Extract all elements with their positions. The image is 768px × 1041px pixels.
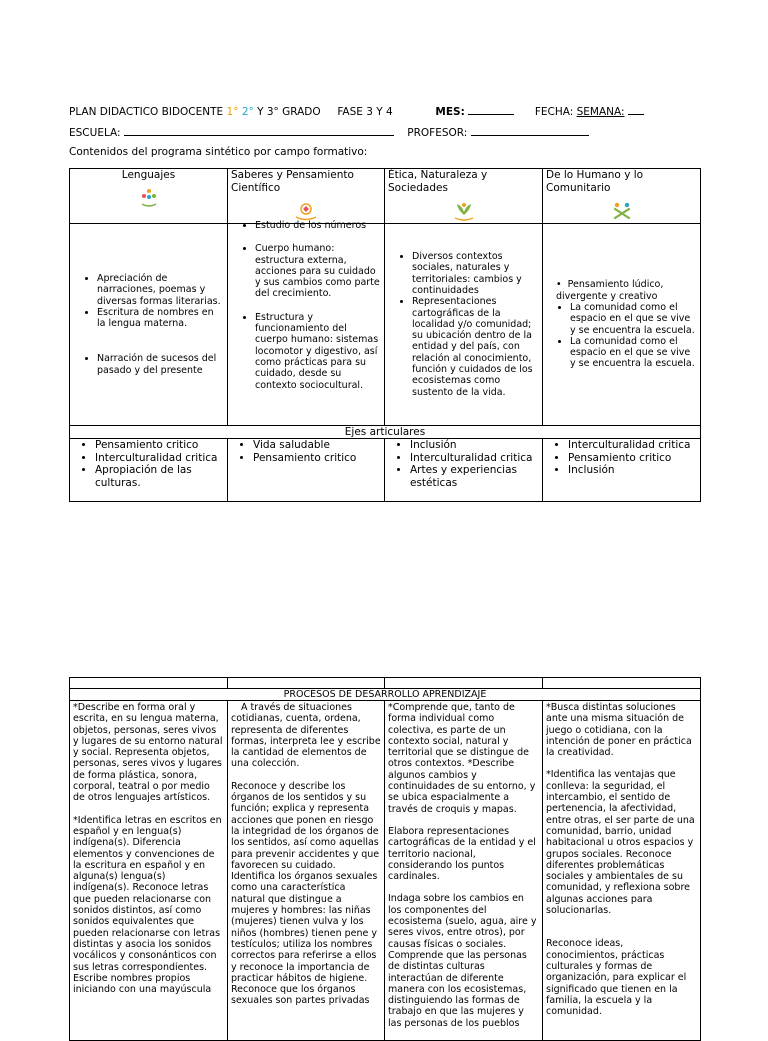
procesos-col-3: [385, 701, 543, 1041]
ejes-title-row: [70, 426, 701, 439]
list-item: • Escritura de nombres en la lengua materna.: [97, 307, 224, 330]
humano-icon: [610, 200, 634, 222]
paragraph: *Identifica las ventajas que conlleva: la seguridad, el intercambio, el sentido de pertenencia, la afectividad, entre otras, el ser parte de una comunidad, barrio, unidad habitacional u otros espacios y grupos sociales. Reconoce diferentes problemáticas sociales y ambientales de su comunidad, y reflexiona sobre algunas acciones para solucionarlas.: [546, 769, 695, 917]
procesos-title: PROCESOS DE DESARROLLO APRENDIZAJE: [70, 689, 701, 701]
paragraph: Reconoce ideas, conocimientos, prácticas culturales y formas de organización, para explicar el significado que tienen en la familia, la escuela y la comunidad.: [546, 938, 687, 1018]
list-item: • Diversos contextos sociales, naturales y territoriales: cambios y continuidades: [412, 251, 539, 296]
contents-humano: [543, 224, 701, 426]
escuela-line: [69, 124, 589, 139]
plan-prefix: PLAN DIDACTICO BIDOCENTE: [69, 106, 224, 118]
paragraph: *Describe en forma oral y escrita, en su lengua materna, objetos, personas, seres vivos y lugares de su entorno natural y social. Representa objetos, personas, seres vivos y lugares de forma plástica, sonora, corporal, teatral o por medio de otros lenguajes artísticos.: [73, 702, 223, 804]
contents-etica: [385, 224, 543, 426]
contents-row: [70, 224, 701, 426]
escuela-label: ESCUELA:: [69, 127, 121, 139]
list-item: • Pensamiento lúdico, divergente y creativo: [556, 279, 664, 302]
list-item: • Interculturalidad critica: [95, 452, 224, 465]
list-item: • Narración de sucesos del pasado y del presente: [97, 353, 224, 376]
grade-2: 2°: [241, 106, 254, 118]
ejes-col-1: [70, 439, 228, 502]
grade-3: Y 3° GRADO: [257, 106, 321, 118]
fase-label: FASE 3 Y 4: [337, 106, 393, 118]
field-lenguajes: Lenguajes: [70, 169, 228, 224]
list-item: • Inclusión: [410, 439, 539, 452]
procesos-table: [69, 677, 701, 1041]
grade-1: 1°: [226, 106, 239, 118]
list-item: • Vida saludable: [253, 439, 381, 452]
paragraph: Indaga sobre los cambios en los componentes del ecosistema (suelo, agua, aire y seres vivos, entre otros), por causas físicas o sociales. Comprende que las personas de distintas culturas interactúan de diferente manera con los ecosistemas, distinguiendo las formas de trabajo en que las mujeres y las personas de los pueblos: [388, 893, 537, 1029]
list-item: • Pensamiento critico: [568, 452, 697, 465]
paragraph: *Identifica letras en escritos en español y en lengua(s) indígena(s). Diferencia elementos y convenciones de la escritura en español y en alguna(s) lengua(s) indígena(s). Reconoce letras que pueden relacionarse con sonidos distintos, así como sonidos equivalentes que pueden relacionarse con letras distintas y asocia los sonidos vocálicos y consonánticos con sus letras correspondientes. Escribe nombres propios iniciando con una mayúscula: [73, 814, 222, 996]
profesor-field[interactable]: [471, 124, 589, 136]
ejes-col-4: [543, 439, 701, 502]
empty-row: [70, 678, 701, 689]
list-item: • La comunidad como el espacio en el que se vive y se encuentra la escuela.: [570, 336, 697, 370]
list-item: • Apropiación de las culturas.: [95, 464, 224, 489]
procesos-col-1: [70, 701, 228, 1041]
list-item: • Inclusión: [568, 464, 697, 477]
list-item: • Pensamiento critico: [253, 452, 381, 465]
fecha-label: FECHA:: [534, 106, 574, 118]
list-item: • Representaciones cartográficas de la localidad y/o comunidad; su ubicación dentro de la entidad y del país, con relación al conocimiento, función y cuidados de los ecosistemas como sustento de la vida.: [412, 296, 539, 398]
mes-field[interactable]: [468, 103, 514, 115]
lenguajes-icon: [139, 187, 159, 209]
field-etica: Ética, Naturaleza y Sociedades: [385, 169, 543, 224]
list-item: • Estudio de los números: [255, 220, 381, 231]
list-item: • Estructura y funcionamiento del cuerpo humano: sistemas locomotor y digestivo, así como prácticas para su cuidado, desde su contexto sociocultural.: [255, 312, 381, 391]
procesos-col-2: [228, 701, 385, 1041]
procesos-col-4: [543, 701, 701, 1041]
contenidos-label: Contenidos del programa sintético por campo formativo:: [69, 146, 368, 158]
paragraph: Reconoce y describe los órganos de los sentidos y su función; explica y representa acciones que ponen en riesgo la integridad de los órganos de los sentidos, así como aquellas para prevenir accidentes y que favorecen su cuidado. Identifica los órganos sexuales como una característica natural que distingue a mujeres y hombres: las niñas (mujeres) tienen vulva y los niños (hombres) tienen pene y testículos; utiliza los nombres correctos para referirse a ellos y reconoce la importancia de practicar hábitos de higiene. Reconoce que los órganos sexuales son partes privadas: [231, 780, 380, 1007]
field-saberes: Saberes y Pensamiento Científico: [228, 169, 385, 224]
paragraph: A través de situaciones cotidianas, cuenta, ordena, representa de diferentes formas, interpreta lee y escribe la cantidad de elementos de una colección.: [231, 702, 381, 770]
list-item: • Artes y experiencias estéticas: [410, 464, 539, 489]
ejes-title: Ejes articulares: [70, 426, 701, 439]
ejes-row: [70, 439, 701, 502]
list-item: • Pensamiento critico: [95, 439, 224, 452]
mes-label: MES:: [435, 106, 465, 118]
procesos-title-row: [70, 689, 701, 701]
paragraph: *Busca distintas soluciones ante una misma situación de juego o cotidiana, con la intención de poner en práctica la creatividad.: [546, 702, 692, 759]
profesor-label: PROFESOR:: [407, 127, 468, 139]
etica-icon: [452, 200, 476, 222]
fields-header-row: [70, 169, 701, 224]
contents-lenguajes: [70, 224, 228, 426]
escuela-field[interactable]: [124, 124, 394, 136]
field-humano: De lo Humano y lo Comunitario: [543, 169, 701, 224]
list-item: • Cuerpo humano: estructura externa, acciones para su cuidado y sus cambios como parte del crecimiento.: [255, 243, 381, 299]
plan-title-line: [69, 103, 644, 118]
list-item: • La comunidad como el espacio en el que se vive y se encuentra la escuela.: [570, 302, 697, 336]
ejes-col-2: [228, 439, 385, 502]
paragraph: *Comprende que, tanto de forma individual como colectiva, es parte de un contexto social, natural y territorial que se distingue de otros contextos. *Describe algunos cambios y continuidades de su entorno, y se ubica espacialmente a través de croquis y mapas.: [388, 702, 536, 815]
list-item: • Interculturalidad critica: [410, 452, 539, 465]
list-item: • Apreciación de narraciones, poemas y diversas formas literarias.: [97, 273, 224, 307]
procesos-body-row: [70, 701, 701, 1041]
ejes-col-3: [385, 439, 543, 502]
saberes-icon: [294, 200, 318, 222]
list-item: • Interculturalidad critica: [568, 439, 697, 452]
contents-saberes: [228, 220, 385, 426]
contenidos-table: [69, 168, 701, 502]
paragraph: Elabora representaciones cartográficas de la entidad y el territorio nacional, considerando los puntos cardinales.: [388, 825, 536, 883]
semana-label: SEMANA:: [576, 106, 625, 118]
semana-field[interactable]: [628, 103, 644, 115]
